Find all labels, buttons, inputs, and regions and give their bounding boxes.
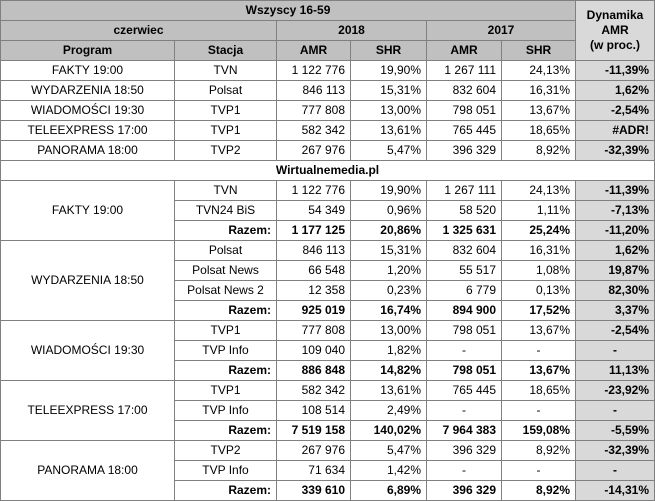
shr-2018-cell: 1,20% [351,261,427,281]
empty-amr-2017-cell: - [427,401,502,421]
station-cell: TVP Info [175,461,277,481]
total-label: Razem: [175,481,277,501]
group-row [1,321,655,341]
shr-2018-cell: 13,61% [351,121,427,141]
shr-2017-cell: 16,31% [502,81,576,101]
dynamika-cell: 11,13% [576,361,655,381]
group-program-cell: PANORAMA 18:00 [1,441,175,501]
dynamika-cell: 19,87% [576,261,655,281]
dynamika-cell: - [576,461,655,481]
station-cell: TVP Info [175,401,277,421]
amr-2017-cell: 798 051 [427,361,502,381]
shr-2018-cell: 13,00% [351,321,427,341]
station-cell: Polsat News 2 [175,281,277,301]
amr-2018-cell: 1 122 776 [277,61,351,81]
title-row [1,1,655,21]
station-cell: TVN [175,181,277,201]
year-2017-header: 2017 [427,21,576,41]
empty-amr-2017-cell: - [427,461,502,481]
dynamika-cell: -14,31% [576,481,655,501]
amr-2017-cell: 55 517 [427,261,502,281]
shr-2017-cell: 1,11% [502,201,576,221]
station-cell: TVP Info [175,341,277,361]
dynamika-line-2: AMR [601,23,629,37]
amr-2018-cell: 339 610 [277,481,351,501]
amr-2018-cell: 108 514 [277,401,351,421]
program-cell: PANORAMA 18:00 [1,141,175,161]
amr-2017-cell: 396 329 [427,141,502,161]
shr-2018-cell: 15,31% [351,241,427,261]
site-label: Wirtualnemedia.pl [1,161,655,181]
amr-2018-cell: 109 040 [277,341,351,361]
station-header: Stacja [175,41,277,61]
shr-2018-cell: 2,49% [351,401,427,421]
shr-2018-cell: 13,61% [351,381,427,401]
dynamika-line-3: (w proc.) [590,38,641,52]
station-cell: TVN24 BiS [175,201,277,221]
amr-2018-cell: 886 848 [277,361,351,381]
amr-2017-cell: 396 329 [427,441,502,461]
shr-2018-cell: 0,23% [351,281,427,301]
shr-2018-cell: 6,89% [351,481,427,501]
summary-row [1,141,655,161]
dynamika-line-1: Dynamika [586,8,644,22]
shr-2017-cell: 13,67% [502,361,576,381]
empty-shr-2017-cell: - [502,341,576,361]
group-row [1,441,655,461]
amr-2018-cell: 66 548 [277,261,351,281]
dynamika-cell: -32,39% [576,441,655,461]
audience-title: Wszyscy 16-59 [1,1,576,21]
shr-2018-cell: 0,96% [351,201,427,221]
shr-2017-cell: 8,92% [502,141,576,161]
dynamika-cell: 3,37% [576,301,655,321]
amr-2018-cell: 777 808 [277,321,351,341]
dynamika-cell: #ADR! [576,121,655,141]
program-cell: WIADOMOŚCI 19:30 [1,101,175,121]
shr-2018-cell: 5,47% [351,141,427,161]
program-cell: TELEEXPRESS 17:00 [1,121,175,141]
amr-2017-cell: 7 964 383 [427,421,502,441]
station-cell: Polsat [175,241,277,261]
station-cell: Polsat News [175,261,277,281]
dynamika-cell: -11,39% [576,61,655,81]
amr-2018-cell: 54 349 [277,201,351,221]
shr-2017-cell: 25,24% [502,221,576,241]
shr-2017-cell: 16,31% [502,241,576,261]
amr-2017-cell: 396 329 [427,481,502,501]
total-label: Razem: [175,421,277,441]
shr-2018-cell: 16,74% [351,301,427,321]
station-cell: Polsat [175,81,277,101]
shr-2018-cell: 14,82% [351,361,427,381]
amr-2018-cell: 846 113 [277,81,351,101]
dynamika-cell: 1,62% [576,241,655,261]
dynamika-cell: -5,59% [576,421,655,441]
amr-2018-cell: 71 634 [277,461,351,481]
group-row [1,241,655,261]
amr-2018-cell: 582 342 [277,121,351,141]
amr-2017-cell: 765 445 [427,121,502,141]
shr-2017-cell: 18,65% [502,121,576,141]
column-header-row [1,41,655,61]
amr-2018-header: AMR [277,41,351,61]
dynamika-cell: -7,13% [576,201,655,221]
group-row [1,381,655,401]
amr-2017-cell: 798 051 [427,101,502,121]
amr-2017-cell: 58 520 [427,201,502,221]
amr-2018-cell: 1 177 125 [277,221,351,241]
station-cell: TVP2 [175,441,277,461]
dynamika-cell: - [576,401,655,421]
shr-2017-cell: 1,08% [502,261,576,281]
shr-2018-header: SHR [351,41,427,61]
amr-2017-cell: 798 051 [427,321,502,341]
shr-2018-cell: 15,31% [351,81,427,101]
amr-2017-cell: 1 325 631 [427,221,502,241]
ratings-table-body [1,1,655,501]
dynamika-cell: -11,20% [576,221,655,241]
dynamika-cell: -2,54% [576,321,655,341]
station-cell: TVP1 [175,121,277,141]
station-cell: TVP1 [175,101,277,121]
total-label: Razem: [175,361,277,381]
amr-2018-cell: 582 342 [277,381,351,401]
shr-2017-cell: 17,52% [502,301,576,321]
shr-2017-header: SHR [502,41,576,61]
shr-2017-cell: 13,67% [502,321,576,341]
amr-2017-header: AMR [427,41,502,61]
amr-2017-cell: 6 779 [427,281,502,301]
shr-2017-cell: 13,67% [502,101,576,121]
amr-2018-cell: 267 976 [277,441,351,461]
shr-2017-cell: 24,13% [502,181,576,201]
month-label: czerwiec [1,21,277,41]
summary-row [1,101,655,121]
amr-2017-cell: 1 267 111 [427,181,502,201]
station-cell: TVP1 [175,381,277,401]
program-header: Program [1,41,175,61]
group-program-cell: FAKTY 19:00 [1,181,175,241]
group-program-cell: WIADOMOŚCI 19:30 [1,321,175,381]
dynamika-cell: 82,30% [576,281,655,301]
shr-2017-cell: 8,92% [502,441,576,461]
amr-2017-cell: 765 445 [427,381,502,401]
shr-2018-cell: 140,02% [351,421,427,441]
empty-shr-2017-cell: - [502,401,576,421]
amr-2018-cell: 1 122 776 [277,181,351,201]
total-label: Razem: [175,301,277,321]
empty-shr-2017-cell: - [502,461,576,481]
amr-2017-cell: 1 267 111 [427,61,502,81]
dynamika-cell: - [576,341,655,361]
shr-2017-cell: 24,13% [502,61,576,81]
group-program-cell: WYDARZENIA 18:50 [1,241,175,321]
shr-2018-cell: 13,00% [351,101,427,121]
dynamika-header [576,1,655,61]
group-program-cell: TELEEXPRESS 17:00 [1,381,175,441]
summary-row [1,121,655,141]
shr-2017-cell: 8,92% [502,481,576,501]
station-cell: TVN [175,61,277,81]
shr-2018-cell: 19,90% [351,61,427,81]
year-2018-header: 2018 [277,21,427,41]
amr-2017-cell: 832 604 [427,241,502,261]
dynamika-cell: 1,62% [576,81,655,101]
program-cell: FAKTY 19:00 [1,61,175,81]
total-label: Razem: [175,221,277,241]
month-row [1,21,655,41]
shr-2017-cell: 18,65% [502,381,576,401]
summary-row [1,81,655,101]
amr-2017-cell: 894 900 [427,301,502,321]
dynamika-cell: -32,39% [576,141,655,161]
amr-2017-cell: 832 604 [427,81,502,101]
shr-2018-cell: 1,82% [351,341,427,361]
shr-2018-cell: 19,90% [351,181,427,201]
dynamika-cell: -11,39% [576,181,655,201]
dynamika-cell: -2,54% [576,101,655,121]
program-cell: WYDARZENIA 18:50 [1,81,175,101]
shr-2018-cell: 5,47% [351,441,427,461]
shr-2018-cell: 1,42% [351,461,427,481]
amr-2018-cell: 12 358 [277,281,351,301]
station-cell: TVP2 [175,141,277,161]
amr-2018-cell: 777 808 [277,101,351,121]
empty-amr-2017-cell: - [427,341,502,361]
amr-2018-cell: 7 519 158 [277,421,351,441]
amr-2018-cell: 846 113 [277,241,351,261]
summary-row [1,61,655,81]
shr-2018-cell: 20,86% [351,221,427,241]
shr-2017-cell: 0,13% [502,281,576,301]
site-row [1,161,655,181]
amr-2018-cell: 267 976 [277,141,351,161]
group-row [1,181,655,201]
shr-2017-cell: 159,08% [502,421,576,441]
amr-2018-cell: 925 019 [277,301,351,321]
station-cell: TVP1 [175,321,277,341]
dynamika-cell: -23,92% [576,381,655,401]
